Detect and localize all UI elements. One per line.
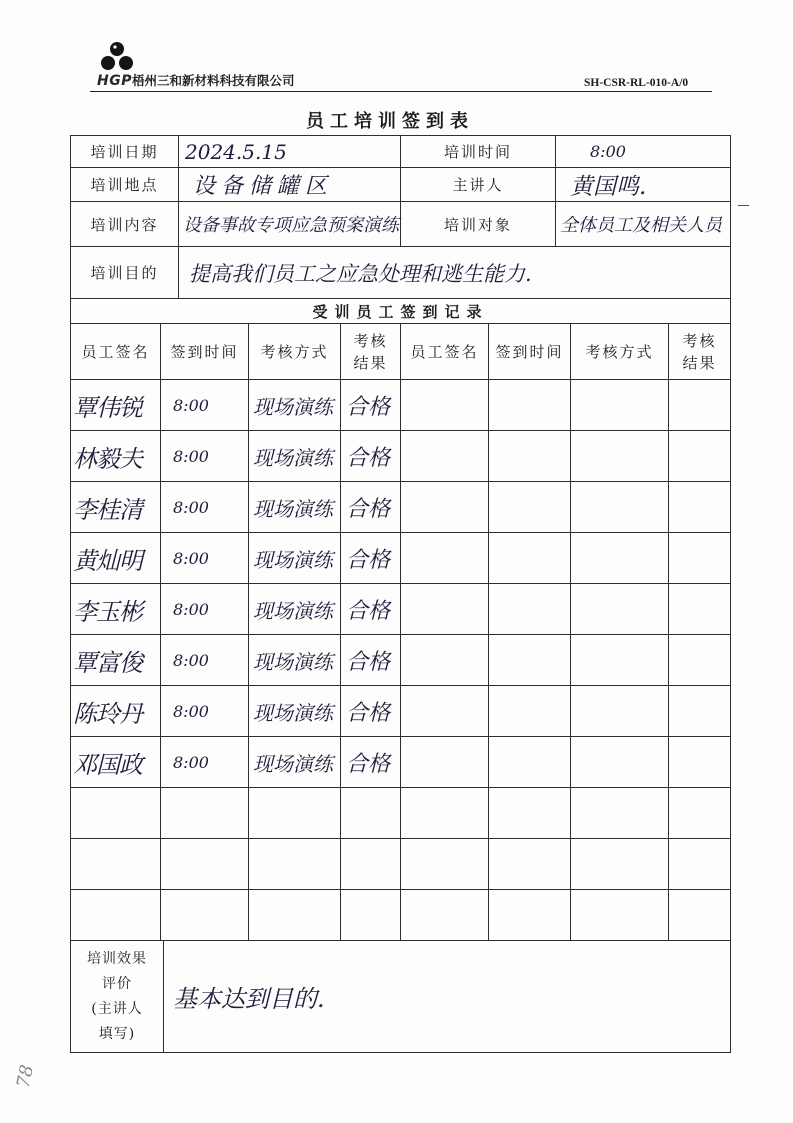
evaluation-label-line3: (主讲人 — [91, 1000, 143, 1017]
company-name-text: 梧州三和新材料科技有限公司 — [131, 73, 295, 88]
info-row-purpose — [71, 247, 731, 299]
document-code: SH-CSR-RL-010-A/0 — [584, 77, 689, 89]
info-row-content — [71, 202, 731, 247]
evaluation-table — [70, 940, 731, 1053]
left-col-method: 考核方式 — [249, 324, 341, 380]
right-time-cell — [489, 482, 571, 533]
record-row — [71, 839, 731, 890]
evaluation-value: 基本达到目的. — [164, 941, 731, 1053]
left-method-cell: 现场演练 — [249, 737, 341, 788]
right-result-cell — [669, 788, 731, 839]
sign-in-form — [70, 135, 730, 1053]
right-time-cell — [489, 431, 571, 482]
records-body — [71, 380, 731, 941]
right-result-cell — [669, 380, 731, 431]
right-col-result — [669, 324, 731, 380]
right-name-cell — [401, 737, 489, 788]
left-result-cell: 合格 — [341, 533, 401, 584]
left-method-cell — [249, 839, 341, 890]
info-row-date — [71, 136, 731, 168]
audience-value: 全体员工及相关人员 — [556, 202, 731, 247]
right-result-cell — [669, 584, 731, 635]
right-method-cell — [571, 635, 669, 686]
right-name-cell — [401, 635, 489, 686]
left-col-result-line1: 考核 — [353, 331, 388, 350]
right-col-method: 考核方式 — [571, 324, 669, 380]
left-time-cell — [161, 788, 249, 839]
right-name-cell — [401, 584, 489, 635]
right-result-cell — [669, 737, 731, 788]
date-value: 2024.5.15 — [179, 136, 401, 168]
left-time-cell: 8:00 — [161, 737, 249, 788]
audience-label: 培训对象 — [401, 202, 556, 247]
left-time-cell: 8:00 — [161, 380, 249, 431]
left-col-result-line2: 结果 — [353, 353, 388, 372]
right-name-cell — [401, 482, 489, 533]
left-name-cell: 覃富俊 — [71, 635, 161, 686]
right-name-cell — [401, 839, 489, 890]
right-time-cell — [489, 788, 571, 839]
right-name-cell — [401, 890, 489, 941]
header-rule — [90, 91, 712, 92]
right-result-cell — [669, 482, 731, 533]
record-row — [71, 482, 731, 533]
left-time-cell — [161, 890, 249, 941]
evaluation-row — [71, 941, 731, 1053]
left-result-cell — [341, 788, 401, 839]
right-method-cell — [571, 431, 669, 482]
right-name-cell — [401, 686, 489, 737]
left-method-cell: 现场演练 — [249, 635, 341, 686]
left-time-cell — [161, 839, 249, 890]
record-row — [71, 890, 731, 941]
record-row — [71, 737, 731, 788]
left-name-cell: 陈玲丹 — [71, 686, 161, 737]
right-time-cell — [489, 533, 571, 584]
evaluation-label-line4: 填写) — [98, 1025, 136, 1042]
logo-circle-left — [101, 56, 115, 70]
section-title-row — [71, 299, 731, 324]
time-label: 培训时间 — [401, 136, 556, 168]
left-col-name: 员工签名 — [71, 324, 161, 380]
evaluation-label-line1: 培训效果 — [87, 950, 147, 967]
right-method-cell — [571, 380, 669, 431]
evaluation-label-line2: 评价 — [102, 975, 132, 992]
right-col-name: 员工签名 — [401, 324, 489, 380]
left-name-cell: 林毅夫 — [71, 431, 161, 482]
record-row — [71, 584, 731, 635]
left-result-cell: 合格 — [341, 635, 401, 686]
logo-circle-right — [119, 56, 133, 70]
evaluation-label — [71, 941, 164, 1053]
purpose-label: 培训目的 — [71, 247, 179, 299]
left-time-cell: 8:00 — [161, 584, 249, 635]
right-method-cell — [571, 737, 669, 788]
content-label: 培训内容 — [71, 202, 179, 247]
right-result-cell — [669, 635, 731, 686]
training-info-table — [70, 135, 731, 299]
right-result-cell — [669, 686, 731, 737]
left-name-cell — [71, 890, 161, 941]
left-name-cell: 李玉彬 — [71, 584, 161, 635]
right-result-cell — [669, 890, 731, 941]
right-col-result-line1: 考核 — [682, 331, 717, 350]
record-row — [71, 635, 731, 686]
right-name-cell — [401, 380, 489, 431]
left-method-cell: 现场演练 — [249, 431, 341, 482]
speaker-label: 主讲人 — [401, 168, 556, 202]
company-logo-icon — [96, 40, 140, 74]
right-name-cell — [401, 533, 489, 584]
right-time-cell — [489, 890, 571, 941]
right-result-cell — [669, 839, 731, 890]
column-header-row — [71, 324, 731, 380]
left-method-cell — [249, 788, 341, 839]
right-method-cell — [571, 482, 669, 533]
left-time-cell: 8:00 — [161, 635, 249, 686]
left-name-cell: 邓国政 — [71, 737, 161, 788]
right-method-cell — [571, 890, 669, 941]
date-label: 培训日期 — [71, 136, 179, 168]
left-result-cell: 合格 — [341, 380, 401, 431]
page-title: 员工培训签到表 — [306, 111, 474, 132]
left-time-cell: 8:00 — [161, 686, 249, 737]
right-method-cell — [571, 584, 669, 635]
left-time-cell: 8:00 — [161, 482, 249, 533]
right-name-cell — [401, 788, 489, 839]
right-result-cell — [669, 533, 731, 584]
logo-circle-top — [110, 42, 124, 56]
left-method-cell: 现场演练 — [249, 482, 341, 533]
content-value: 设备事故专项应急预案演练 — [179, 202, 401, 247]
right-time-cell — [489, 686, 571, 737]
left-name-cell — [71, 839, 161, 890]
left-result-cell: 合格 — [341, 584, 401, 635]
left-time-cell: 8:00 — [161, 533, 249, 584]
left-name-cell: 李桂清 — [71, 482, 161, 533]
time-value: 8:00 — [556, 136, 731, 168]
sign-in-table — [70, 298, 731, 941]
left-name-cell: 黄灿明 — [71, 533, 161, 584]
right-col-time: 签到时间 — [489, 324, 571, 380]
record-row — [71, 380, 731, 431]
record-row — [71, 533, 731, 584]
right-time-cell — [489, 584, 571, 635]
right-time-cell — [489, 839, 571, 890]
left-method-cell: 现场演练 — [249, 584, 341, 635]
location-label: 培训地点 — [71, 168, 179, 202]
right-col-result-line2: 结果 — [682, 353, 717, 372]
right-name-cell — [401, 431, 489, 482]
left-col-time: 签到时间 — [161, 324, 249, 380]
right-method-cell — [571, 686, 669, 737]
left-result-cell — [341, 839, 401, 890]
record-row — [71, 788, 731, 839]
left-time-cell: 8:00 — [161, 431, 249, 482]
margin-page-note: 78 — [12, 1063, 39, 1090]
location-value: 设备储罐区 — [179, 168, 401, 202]
left-name-cell: 覃伟锐 — [71, 380, 161, 431]
left-name-cell — [71, 788, 161, 839]
company-name — [97, 72, 294, 90]
record-row — [71, 431, 731, 482]
section-title: 受训员工签到记录 — [71, 299, 731, 324]
right-method-cell — [571, 533, 669, 584]
logo-text: HGP — [97, 73, 132, 89]
right-time-cell — [489, 737, 571, 788]
left-result-cell: 合格 — [341, 482, 401, 533]
left-method-cell: 现场演练 — [249, 533, 341, 584]
purpose-value: 提高我们员工之应急处理和逃生能力. — [179, 247, 731, 299]
logo-highlight — [113, 45, 116, 48]
left-result-cell: 合格 — [341, 737, 401, 788]
right-method-cell — [571, 839, 669, 890]
speaker-value: 黄国鸣. — [556, 168, 731, 202]
info-row-location — [71, 168, 731, 202]
right-result-cell — [669, 431, 731, 482]
right-time-cell — [489, 635, 571, 686]
stray-pen-mark — [738, 205, 749, 206]
left-result-cell: 合格 — [341, 431, 401, 482]
left-result-cell: 合格 — [341, 686, 401, 737]
left-method-cell — [249, 890, 341, 941]
record-row — [71, 686, 731, 737]
right-time-cell — [489, 380, 571, 431]
left-result-cell — [341, 890, 401, 941]
left-col-result — [341, 324, 401, 380]
left-method-cell: 现场演练 — [249, 686, 341, 737]
right-method-cell — [571, 788, 669, 839]
left-method-cell: 现场演练 — [249, 380, 341, 431]
